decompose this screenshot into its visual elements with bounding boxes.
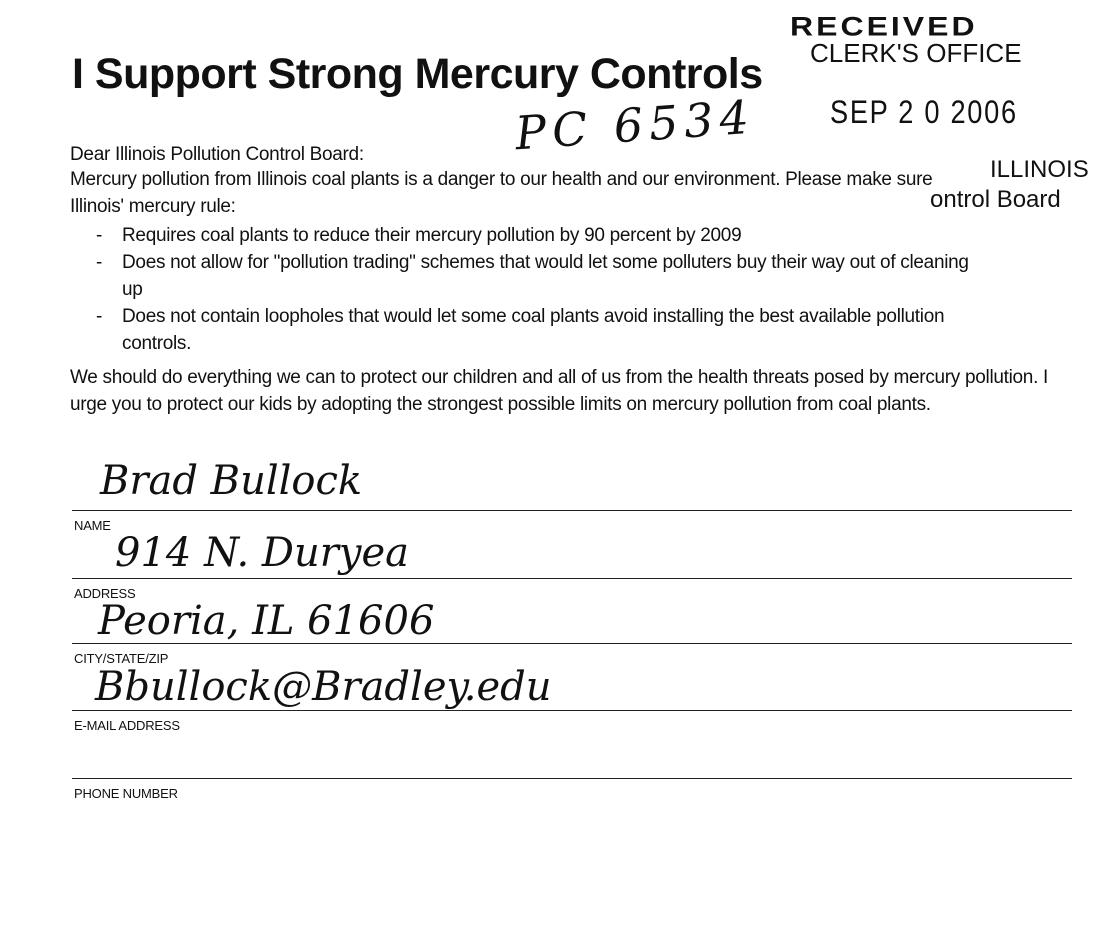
bullet-marker: - xyxy=(96,225,103,246)
received-stamp-office: CLERK'S OFFICE xyxy=(810,38,1022,68)
public-comment-number: PC 6534 xyxy=(513,89,757,161)
received-stamp-board: ontrol Board xyxy=(930,186,1061,213)
list-item xyxy=(90,249,990,303)
city-state-zip-line[interactable] xyxy=(72,643,1072,644)
list-item-text: Requires coal plants to reduce their mercury pollution by 90 percent by 2009 xyxy=(122,225,742,246)
bullet-marker: - xyxy=(96,252,103,273)
name-label: NAME xyxy=(74,518,111,533)
received-stamp-heading: RECEIVED xyxy=(790,10,978,42)
intro-paragraph: Mercury pollution from Illinois coal plants is a danger to our health and our environment. Please make sure Illinois' mercury rule: xyxy=(70,169,933,217)
city-state-zip-label: CITY/STATE/ZIP xyxy=(74,651,169,666)
phone-line[interactable] xyxy=(72,778,1072,779)
city-state-zip-value: Peoria, IL 61606 xyxy=(98,598,435,644)
email-line[interactable] xyxy=(72,710,1072,711)
bullet-marker: - xyxy=(96,306,103,327)
page-title: I Support Strong Mercury Controls xyxy=(72,50,763,98)
list-item-text: Does not allow for "pollution trading" schemes that would let some polluters buy their way out of cleaning up xyxy=(122,252,969,300)
address-label: ADDRESS xyxy=(74,586,136,601)
list-item xyxy=(90,222,990,249)
requirements-list xyxy=(90,222,990,357)
list-item-text: Does not contain loopholes that would let some coal plants avoid installing the best available pollution controls. xyxy=(122,306,945,354)
name-line[interactable] xyxy=(72,510,1072,511)
address-value: 914 N. Duryea xyxy=(115,530,410,576)
name-value: Brad Bullock xyxy=(100,458,363,504)
email-label: E-MAIL ADDRESS xyxy=(74,718,180,733)
address-line[interactable] xyxy=(72,578,1072,579)
closing-paragraph: We should do everything we can to protect our children and all of us from the health threats posed by mercury pollution. I urge you to protect our kids by adopting the strongest possible limits on mercury pollution from coal plants. xyxy=(70,367,1048,415)
received-stamp-state: ILLINOIS xyxy=(990,156,1089,183)
list-item xyxy=(90,303,990,357)
salutation: Dear Illinois Pollution Control Board: xyxy=(70,144,364,165)
phone-label: PHONE NUMBER xyxy=(74,786,178,801)
received-stamp-date: SEP 2 0 2006 xyxy=(830,94,1018,130)
email-value: Bbullock@Bradley.edu xyxy=(95,664,552,710)
